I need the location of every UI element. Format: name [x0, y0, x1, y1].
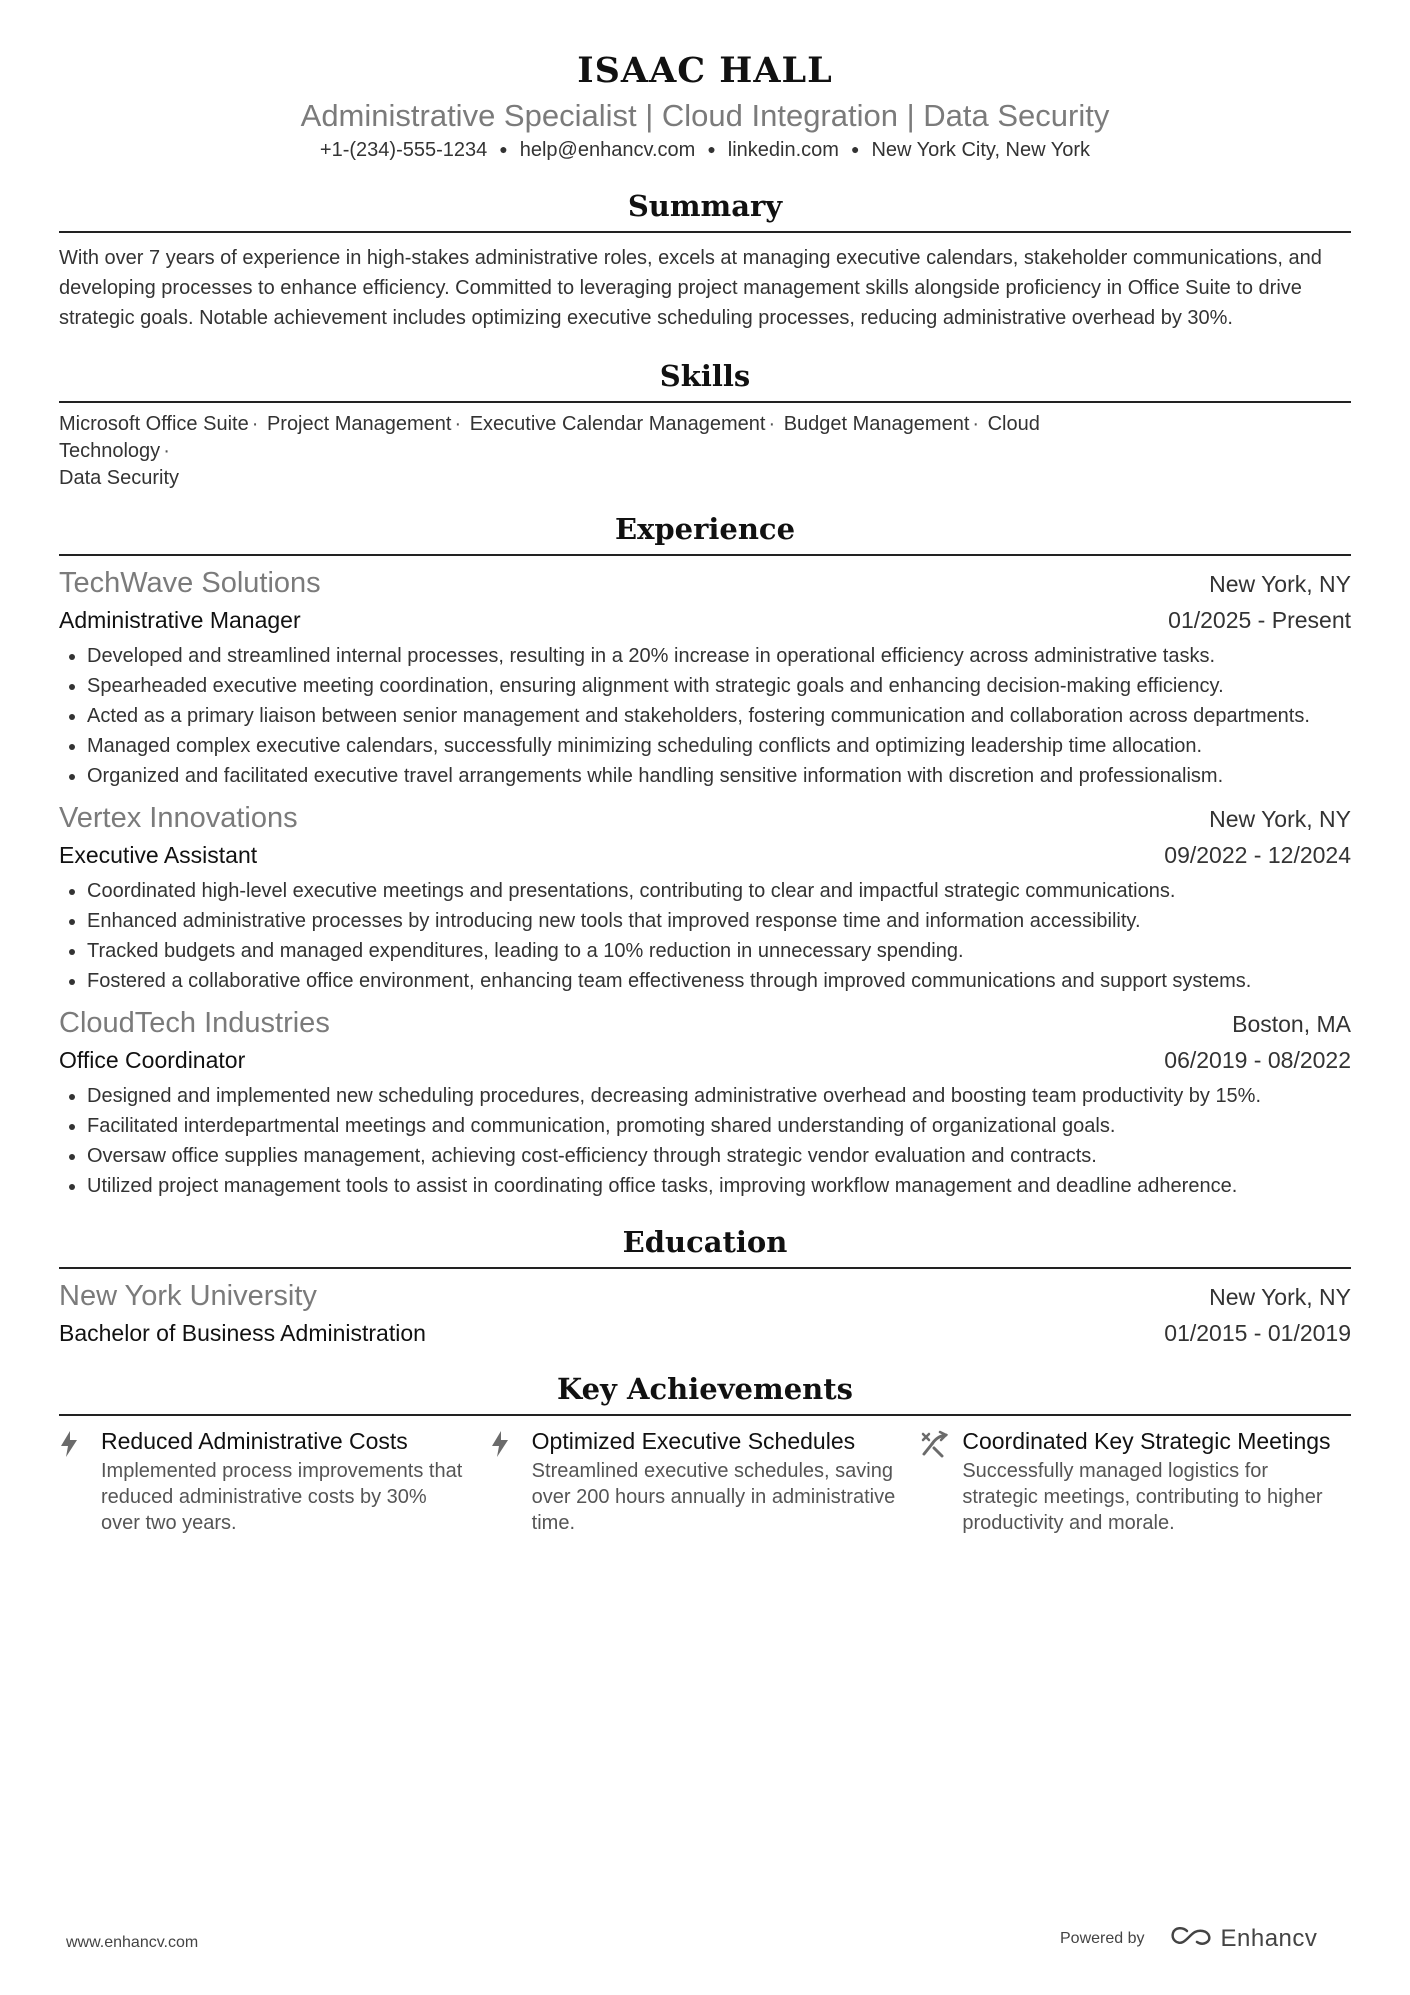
- section-divider: [59, 231, 1351, 233]
- contact-phone[interactable]: +1-(234)-555-1234: [319, 139, 488, 161]
- section-divider: [59, 1267, 1351, 1269]
- footer-website[interactable]: www.enhancv.com: [66, 1934, 199, 1951]
- enhancv-logo-icon: [1169, 1926, 1213, 1953]
- job-entry: [59, 799, 1351, 996]
- enhancv-brand[interactable]: Enhancv: [1220, 1925, 1318, 1952]
- job-bullet: Oversaw office supplies management, achieving cost-efficiency through strategic vendor evaluation and contracts.: [59, 1141, 1351, 1171]
- skill-item: Microsoft Office Suite: [59, 413, 249, 435]
- job-bullets: [59, 1081, 1351, 1201]
- summary-text: With over 7 years of experience in high-stakes administrative roles, excels at managing executive calendars, stakeholder communications, and developing processes to enhance efficiency. Committed to leveraging project management skills alongside proficiency in Office Suite to drive strategic goals. Notable achievement includes optimizing executive scheduling processes, reducing administrative overhead by 30%.: [59, 247, 1322, 329]
- achievement-desc: Successfully managed logistics for strategic meetings, contributing to higher productivity and morale.: [962, 1460, 1323, 1534]
- job-role: Executive Assistant: [59, 842, 258, 868]
- contact-line: [59, 136, 1351, 165]
- job-entry: [59, 1004, 1351, 1201]
- section-divider: [59, 401, 1351, 403]
- achievements-section: [59, 1370, 1351, 1536]
- lightning-icon: [59, 1426, 101, 1536]
- skills-list: [59, 411, 1059, 492]
- separator-dot: ●: [850, 141, 860, 157]
- job-bullet: Developed and streamlined internal processes, resulting in a 20% increase in operational efficiency across administrative tasks.: [59, 641, 1351, 671]
- achievement-item: [59, 1426, 490, 1536]
- skill-separator: ·: [163, 440, 170, 462]
- candidate-headline: Administrative Specialist | Cloud Integration | Data Security: [300, 98, 1110, 133]
- skill-item: Executive Calendar Management: [469, 413, 766, 435]
- job-bullet: Fostered a collaborative office environment, enhancing team effectiveness through improved communications and support systems.: [59, 966, 1351, 996]
- separator-dot: ●: [499, 141, 508, 157]
- separator-dot: ●: [707, 141, 716, 157]
- job-bullet: Enhanced administrative processes by introducing new tools that improved response time and information accessibility.: [59, 906, 1351, 936]
- candidate-name: ISAAC HALL: [577, 50, 833, 91]
- skill-item: Data Security: [59, 467, 180, 489]
- job-bullets: [59, 876, 1351, 996]
- job-bullet: Acted as a primary liaison between senior management and stakeholders, fostering communication and collaboration across departments.: [59, 701, 1351, 731]
- achievement-item: [490, 1426, 921, 1536]
- job-bullet: Utilized project management tools to assist in coordinating office tasks, improving workflow management and deadline adherence.: [59, 1171, 1351, 1201]
- experience-section: [59, 510, 1351, 1201]
- resume-page: [59, 48, 1351, 1536]
- skill-separator: ·: [768, 413, 776, 435]
- education-location: New York, NY: [1209, 1284, 1351, 1310]
- achievement-item: [920, 1426, 1351, 1536]
- route-icon: [920, 1426, 962, 1536]
- job-bullet: Coordinated high-level executive meetings and presentations, contributing to clear and impactful strategic communications.: [59, 876, 1351, 906]
- footer-branding: [1060, 1925, 1317, 1953]
- education-section: [59, 1223, 1351, 1350]
- achievement-title: Coordinated Key Strategic Meetings: [962, 1428, 1331, 1454]
- skill-item: Project Management: [266, 413, 452, 435]
- contact-location: New York City, New York: [871, 139, 1091, 161]
- education-dates: 01/2015 - 01/2019: [1164, 1320, 1351, 1346]
- job-bullet: Facilitated interdepartmental meetings and communication, promoting shared understanding of organizational goals.: [59, 1111, 1351, 1141]
- achievement-title: Reduced Administrative Costs: [101, 1428, 408, 1454]
- experience-title: Experience: [614, 512, 796, 546]
- education-degree: Bachelor of Business Administration: [59, 1320, 426, 1346]
- skill-item: Budget Management: [783, 413, 970, 435]
- job-location: New York, NY: [1209, 806, 1351, 832]
- achievements-title: Key Achievements: [557, 1372, 853, 1406]
- job-bullets: [59, 641, 1351, 791]
- summary-title: Summary: [627, 189, 783, 223]
- job-entry: [59, 564, 1351, 791]
- contact-email[interactable]: help@enhancv.com: [519, 139, 696, 161]
- education-entry: [59, 1277, 1351, 1350]
- job-role: Administrative Manager: [59, 607, 301, 633]
- skills-section: [59, 357, 1351, 492]
- job-dates: 06/2019 - 08/2022: [1164, 1047, 1351, 1073]
- skills-title: Skills: [659, 359, 751, 393]
- job-location: Boston, MA: [1232, 1011, 1351, 1037]
- education-title: Education: [622, 1225, 788, 1259]
- job-bullet: Managed complex executive calendars, successfully minimizing scheduling conflicts and optimizing leadership time allocation.: [59, 731, 1351, 761]
- job-bullet: Spearheaded executive meeting coordination, ensuring alignment with strategic goals and enhancing decision-making efficiency.: [59, 671, 1351, 701]
- job-dates: 09/2022 - 12/2024: [1164, 842, 1351, 868]
- job-bullet: Designed and implemented new scheduling procedures, decreasing administrative overhead and boosting team productivity by 15%.: [59, 1081, 1351, 1111]
- skill-item: Cloud Technology: [59, 413, 1040, 462]
- job-company: CloudTech Industries: [59, 1007, 330, 1039]
- section-divider: [59, 1414, 1351, 1416]
- summary-section: [59, 187, 1351, 333]
- skill-separator: ·: [454, 413, 462, 435]
- achievement-desc: Streamlined executive schedules, saving over 200 hours annually in administrative time.: [531, 1460, 896, 1534]
- achievement-title: Optimized Executive Schedules: [531, 1428, 856, 1454]
- job-location: New York, NY: [1209, 571, 1351, 597]
- lightning-icon: [490, 1426, 532, 1536]
- section-divider: [59, 554, 1351, 556]
- job-bullet: Tracked budgets and managed expenditures, leading to a 10% reduction in unnecessary spending.: [59, 936, 1351, 966]
- job-role: Office Coordinator: [59, 1047, 246, 1073]
- job-bullet: Organized and facilitated executive travel arrangements while handling sensitive information with discretion and professionalism.: [59, 761, 1351, 791]
- skill-separator: ·: [251, 413, 259, 435]
- education-school: New York University: [59, 1280, 317, 1312]
- job-company: TechWave Solutions: [59, 567, 321, 599]
- skill-separator: ·: [972, 413, 980, 435]
- job-dates: 01/2025 - Present: [1168, 607, 1351, 633]
- contact-linkedin[interactable]: linkedin.com: [727, 139, 839, 161]
- achievement-desc: Implemented process improvements that reduced administrative costs by 30% over two years.: [101, 1460, 463, 1534]
- powered-by-label: Powered by: [1060, 1930, 1145, 1947]
- job-company: Vertex Innovations: [59, 802, 298, 834]
